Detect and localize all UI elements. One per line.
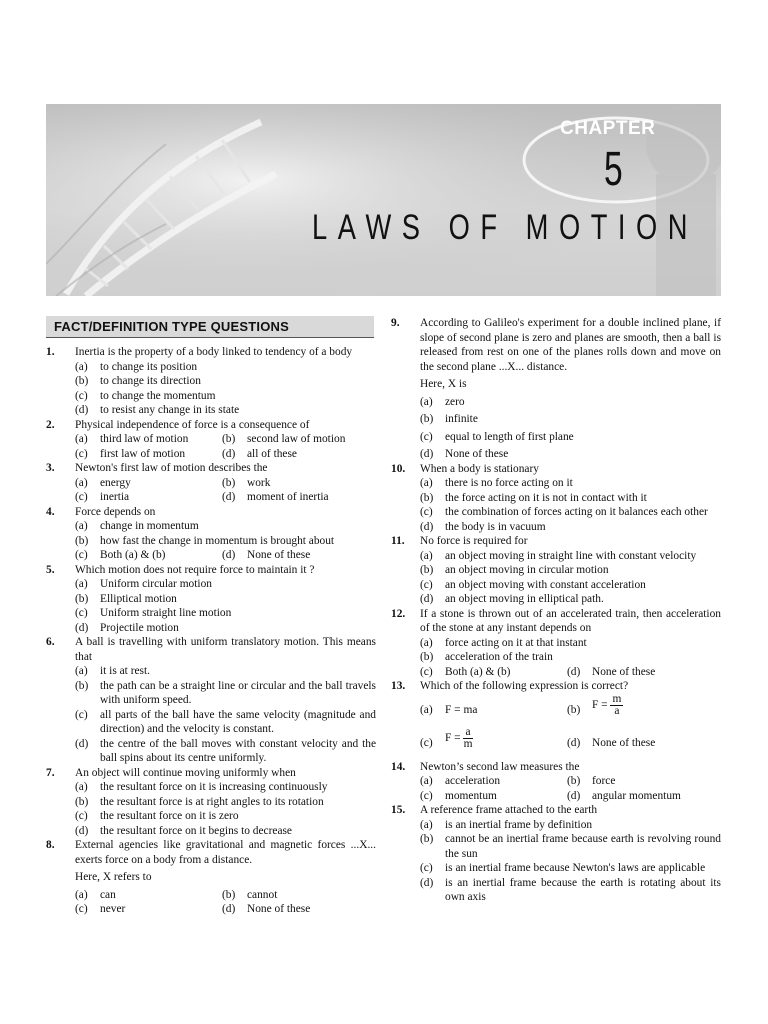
question-5: 5. Which motion does not require force to maintain it ?: [46, 563, 315, 576]
option-row: (a) can (b) cannot: [75, 888, 278, 901]
question-12: 12. If a stone is thrown out of an accelerated train, then acceleration of the stone at any instant depends on: [391, 607, 721, 634]
option-row: (c) Both (a) & (b) (d) None of these: [420, 665, 656, 678]
option: (c) to change the momentum: [75, 389, 216, 402]
option: (b) to change its direction: [75, 375, 201, 387]
option: (a) it is at rest.: [75, 665, 150, 677]
fraction-option: F = $\frac{m}{a}$: [592, 692, 622, 717]
option-row: (a) F = ma (b) F = $\frac{m}{a}$: [420, 692, 622, 717]
option: (c) an object moving with constant acceleration: [420, 578, 646, 591]
option: (c) the combination of forces acting on it balances each other: [420, 506, 708, 518]
question-2: 2. Physical independence of force is a consequence of: [46, 418, 310, 431]
fraction-option: F = $\frac{a}{m}$: [445, 725, 473, 750]
option: (c) all parts of the ball have the same velocity (magnitude and direction) and the velocity is constant.: [75, 708, 376, 735]
section-heading: [46, 316, 374, 338]
option: (b) how fast the change in momentum is brought about: [75, 534, 335, 547]
option: (c) Uniform straight line motion: [75, 607, 232, 619]
question-11: 11. No force is required for: [391, 535, 528, 547]
question-text: According to Galileo's experiment for a double inclined plane, if slope of second plane is zero and planes are smooth, then a ball is released from rest on one of the planes rolls down and move on the second plane ...X... distance.: [420, 317, 721, 373]
question-4: 4. Force depends on: [46, 505, 156, 518]
option: (b) infinite: [420, 413, 478, 425]
question-text: A ball is travelling with uniform translatory motion. This means that: [75, 636, 376, 663]
question-text: External agencies like gravitational and magnetic forces ...X... exerts force on a body from a distance.: [75, 839, 376, 866]
question-text: Physical independence of force is a consequence of: [75, 418, 310, 431]
option: (b) the resultant force is at right angles to its rotation: [75, 795, 324, 808]
left-column: [46, 345, 376, 917]
question-9: 9. According to Galileo's experiment for a double inclined plane, if slope of second plane is zero and planes are smooth, then a ball is released from rest on one of the planes rolls down and move on the second plane ...X... distance.: [391, 317, 721, 373]
question-text: Force depends on: [75, 505, 156, 518]
chapter-label: CHAPTER: [560, 118, 656, 139]
option: (d) the centre of the ball moves with constant velocity and the ball spins about its centre uniformly.: [75, 737, 376, 764]
option-row: (c) inertia (d) moment of inertia: [75, 491, 329, 503]
option: (d) the body is in vacuum: [420, 520, 546, 533]
question-text: When a body is stationary: [420, 462, 539, 475]
question-text: An object will continue moving uniformly when: [75, 766, 296, 779]
question-8: 8. External agencies like gravitational and magnetic forces ...X... exerts force on a body from a distance.: [46, 839, 376, 866]
question-text: No force is required for: [420, 535, 528, 547]
option-row: (c) momentum (d) angular momentum: [420, 789, 681, 802]
question-6: 6. A ball is travelling with uniform translatory motion. This means that: [46, 636, 376, 663]
option: (b) the path can be a straight line or circular and the ball travels with uniform speed.: [75, 679, 376, 706]
option-row: (a) acceleration (b) force: [420, 775, 616, 787]
option: (d) Projectile motion: [75, 621, 179, 634]
option: (a) force acting on it at that instant: [420, 636, 587, 649]
option-row: (c) never (d) None of these: [75, 903, 311, 915]
question-text: A reference frame attached to the earth: [420, 804, 598, 816]
question-1: 1. Inertia is the property of a body linked to tendency of a body: [46, 346, 353, 358]
right-column: [391, 316, 721, 905]
option: (c) is an inertial frame because Newton's laws are applicable: [420, 862, 706, 874]
question-7: 7. An object will continue moving uniformly when: [46, 766, 296, 779]
question-text: If a stone is thrown out of an accelerated train, then acceleration of the stone at any instant depends on: [420, 607, 721, 634]
option-row: (c) F = $\frac{a}{m}$ (d) None of these: [420, 725, 656, 750]
option: (b) the force acting on it is not in contact with it: [420, 491, 647, 504]
question-13: 13. Which of the following expression is correct?: [391, 680, 629, 692]
option: (c) the resultant force on it is zero: [75, 810, 239, 822]
option: (a) Uniform circular motion: [75, 578, 212, 590]
option: (b) acceleration of the train: [420, 651, 553, 663]
option: (d) to resist any change in its state: [75, 404, 240, 416]
option-row: (c) first law of motion (d) all of these: [75, 447, 297, 460]
option: (d) None of these: [420, 448, 509, 460]
option-row: (a) energy (b) work: [75, 476, 271, 489]
question-3: 3. Newton's first law of motion describes the: [46, 462, 268, 474]
question-prompt: Here, X refers to: [75, 871, 152, 883]
question-15: 15. A reference frame attached to the earth: [391, 804, 598, 816]
option-row: (c) Both (a) & (b) (d) None of these: [75, 549, 311, 561]
option: (d) is an inertial frame because the earth is rotating about its own axis: [420, 876, 721, 903]
question-text: Which of the following expression is correct?: [420, 680, 629, 692]
option: (b) cannot be an inertial frame because earth is revolving round the sun: [420, 833, 721, 860]
option: (d) the resultant force on it begins to decrease: [75, 824, 292, 837]
chapter-title: LAWS OF MOTION: [312, 208, 699, 247]
option: (a) there is no force acting on it: [420, 477, 573, 489]
question-text: Which motion does not require force to maintain it ?: [75, 563, 315, 576]
option: (d) an object moving in elliptical path.: [420, 593, 604, 605]
question-text: Newton's first law of motion describes the: [75, 462, 268, 474]
option: (a) an object moving in straight line with constant velocity: [420, 549, 697, 562]
option: (a) to change its position: [75, 360, 198, 373]
option: (c) equal to length of first plane: [420, 430, 574, 443]
question-10: 10. When a body is stationary: [391, 462, 539, 475]
option: (b) Elliptical motion: [75, 592, 177, 605]
option: (a) zero: [420, 395, 465, 408]
option: (b) an object moving in circular motion: [420, 564, 609, 576]
question-14: 14. Newton’s second law measures the: [391, 760, 580, 773]
chapter-number: 5: [604, 143, 623, 196]
option: (a) is an inertial frame by definition: [420, 818, 593, 831]
question-text: Inertia is the property of a body linked to tendency of a body: [75, 346, 353, 358]
section-heading-text: FACT/DEFINITION TYPE QUESTIONS: [54, 319, 289, 334]
question-prompt: Here, X is: [420, 378, 467, 390]
option: (a) change in momentum: [75, 520, 199, 532]
option-row: (a) third law of motion (b) second law of motion: [75, 433, 346, 445]
option: (a) the resultant force on it is increasing continuously: [75, 781, 328, 793]
question-text: Newton’s second law measures the: [420, 760, 580, 773]
